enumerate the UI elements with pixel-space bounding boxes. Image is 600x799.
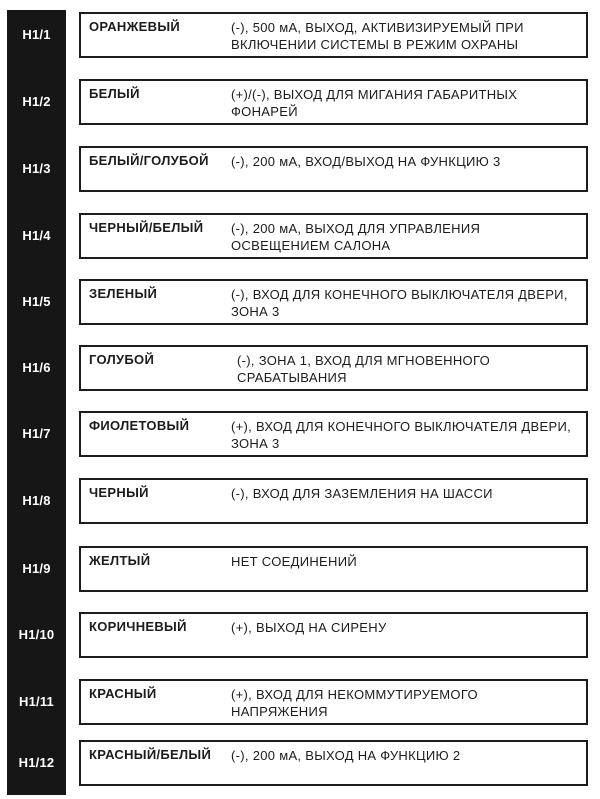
wire-color: БЕЛЫЙ xyxy=(89,86,140,101)
wire-box xyxy=(79,740,588,786)
wire-box xyxy=(79,146,588,192)
wire-box xyxy=(79,345,588,391)
pin-label: H1/2 xyxy=(22,94,51,109)
wire-description: НЕТ СОЕДИНЕНИЙ xyxy=(231,554,357,569)
wire-description: (+)/(-), ВЫХОД ДЛЯ МИГАНИЯ ГАБАРИТНЫХ ФОНАРЕЙ xyxy=(231,87,518,119)
wire-box xyxy=(79,213,588,259)
wire-color: ЗЕЛЕНЫЙ xyxy=(89,286,158,301)
wire-box xyxy=(79,279,588,325)
wire-color: КРАСНЫЙ/БЕЛЫЙ xyxy=(89,747,212,762)
pin-label: H1/12 xyxy=(18,755,55,770)
pin-row xyxy=(7,740,592,786)
pin-row xyxy=(7,146,592,192)
wire-color: БЕЛЫЙ/ГОЛУБОЙ xyxy=(89,153,209,168)
wire-box xyxy=(79,478,588,524)
wire-box xyxy=(79,12,588,58)
pin-label: H1/8 xyxy=(22,493,51,508)
wire-description: (-), ВХОД ДЛЯ КОНЕЧНОГО ВЫКЛЮЧАТЕЛЯ ДВЕРИ, ЗОНА 3 xyxy=(231,287,568,319)
wire-color: ЧЕРНЫЙ xyxy=(89,485,149,500)
pin-row xyxy=(7,679,592,725)
pin-row xyxy=(7,612,592,658)
connector-bar xyxy=(7,10,66,795)
wire-box xyxy=(79,546,588,592)
pin-label: H1/3 xyxy=(22,161,51,176)
wire-description: (-), 500 мА, ВЫХОД, АКТИВИЗИРУЕМЫЙ ПРИ ВКЛЮЧЕНИИ СИСТЕМЫ В РЕЖИМ ОХРАНЫ xyxy=(231,20,524,52)
pin-row xyxy=(7,79,592,125)
pin-label: H1/1 xyxy=(22,27,51,42)
pin-label: H1/11 xyxy=(19,694,54,709)
pin-label: H1/4 xyxy=(22,228,51,243)
wire-description: (+), ВХОД ДЛЯ КОНЕЧНОГО ВЫКЛЮЧАТЕЛЯ ДВЕРИ, ЗОНА 3 xyxy=(231,419,572,451)
pin-row xyxy=(7,12,592,58)
wire-description: (-), 200 мА, ВХОД/ВЫХОД НА ФУНКЦИЮ 3 xyxy=(231,154,501,169)
wire-description: (-), ЗОНА 1, ВХОД ДЛЯ МГНОВЕННОГО СРАБАТЫВАНИЯ xyxy=(237,353,490,385)
wire-color: КОРИЧНЕВЫЙ xyxy=(89,619,187,634)
wire-box xyxy=(79,411,588,457)
wire-color: ФИОЛЕТОВЫЙ xyxy=(89,418,190,433)
wire-color: КРАСНЫЙ xyxy=(89,686,157,701)
wire-box xyxy=(79,612,588,658)
pin-row xyxy=(7,546,592,592)
wire-color: ЧЕРНЫЙ/БЕЛЫЙ xyxy=(89,220,204,235)
pin-label: H1/10 xyxy=(18,627,55,642)
pin-row xyxy=(7,411,592,457)
wire-description: (+), ВХОД ДЛЯ НЕКОММУТИРУЕМОГО НАПРЯЖЕНИЯ xyxy=(231,687,478,719)
wire-description: (-), ВХОД ДЛЯ ЗАЗЕМЛЕНИЯ НА ШАССИ xyxy=(231,486,493,501)
wire-description: (+), ВЫХОД НА СИРЕНУ xyxy=(231,620,387,635)
wire-color: ОРАНЖЕВЫЙ xyxy=(89,19,180,34)
wire-description: (-), 200 мА, ВЫХОД НА ФУНКЦИЮ 2 xyxy=(231,748,461,763)
pin-row xyxy=(7,213,592,259)
pin-label: H1/6 xyxy=(22,360,51,375)
wire-color: ЖЕЛТЫЙ xyxy=(89,553,151,568)
pin-row xyxy=(7,279,592,325)
wire-color: ГОЛУБОЙ xyxy=(89,352,155,367)
pin-row xyxy=(7,478,592,524)
wire-box xyxy=(79,679,588,725)
wire-box xyxy=(79,79,588,125)
wire-description: (-), 200 мА, ВЫХОД ДЛЯ УПРАВЛЕНИЯ ОСВЕЩЕНИЕМ САЛОНА xyxy=(231,221,481,253)
pin-row xyxy=(7,345,592,391)
pin-label: H1/5 xyxy=(22,294,51,309)
pin-label: H1/9 xyxy=(22,561,51,576)
pin-label: H1/7 xyxy=(22,426,51,441)
